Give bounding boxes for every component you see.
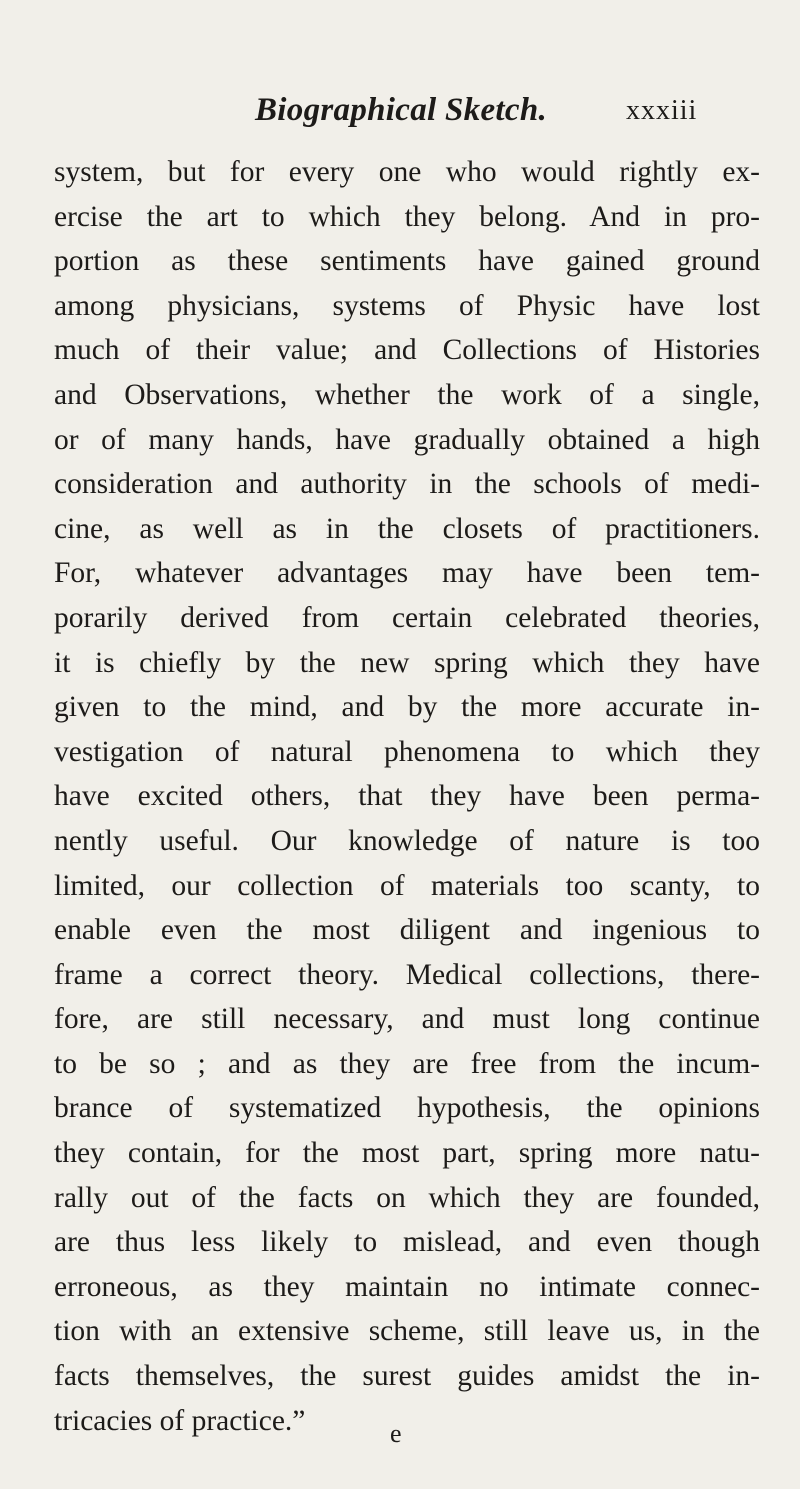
text-line: porarily derived from certain celebrated theories, — [54, 601, 760, 634]
text-line: enable even the most diligent and ingenious to — [54, 914, 760, 947]
text-line: have excited others, that they have been perma- — [54, 780, 760, 813]
text-line: facts themselves, the surest guides amidst the in- — [54, 1360, 760, 1393]
signature-mark: e — [390, 1419, 402, 1448]
text-line: portion as these sentiments have gained ground — [54, 245, 760, 278]
text-line: rally out of the facts on which they are founded, — [54, 1181, 760, 1214]
text-line: given to the mind, and by the more accurate in- — [54, 691, 760, 724]
text-line: fore, are still necessary, and must long continue — [54, 1003, 760, 1036]
text-line: vestigation of natural phenomena to which they — [54, 735, 760, 768]
body-text — [54, 150, 760, 1443]
text-line: nently useful. Our knowledge of nature is too — [54, 824, 760, 857]
text-line: ercise the art to which they belong. And in pro- — [54, 200, 760, 233]
text-line: or of many hands, have gradually obtained a high — [54, 423, 760, 456]
text-line: they contain, for the most part, spring more natu- — [54, 1137, 760, 1170]
running-head — [0, 92, 800, 132]
text-line: cine, as well as in the closets of practitioners. — [54, 512, 760, 545]
text-line: consideration and authority in the schools of medi- — [54, 468, 760, 501]
text-line: erroneous, as they maintain no intimate connec- — [54, 1270, 760, 1303]
text-line: tion with an extensive scheme, still leave us, in the — [54, 1315, 760, 1348]
text-line: much of their value; and Collections of Histories — [54, 334, 760, 367]
text-line: limited, our collection of materials too scanty, to — [54, 869, 760, 902]
text-line-last: tricacies of practice.” — [54, 1404, 306, 1437]
text-line: among physicians, systems of Physic have lost — [54, 289, 760, 322]
text-line: system, but for every one who would rightly ex- — [54, 156, 760, 188]
text-line: brance of systematized hypothesis, the opinions — [54, 1092, 760, 1125]
text-line: are thus less likely to mislead, and even though — [54, 1226, 760, 1259]
text-line: and Observations, whether the work of a single, — [54, 378, 760, 411]
text-line: it is chiefly by the new spring which they have — [54, 646, 760, 679]
running-title: Biographical Sketch. — [255, 92, 548, 128]
page-number: xxxiii — [626, 95, 698, 126]
text-line: For, whatever advantages may have been tem- — [54, 557, 760, 590]
text-line: to be so ; and as they are free from the incum- — [54, 1047, 760, 1080]
text-line: frame a correct theory. Medical collections, there- — [54, 958, 760, 991]
